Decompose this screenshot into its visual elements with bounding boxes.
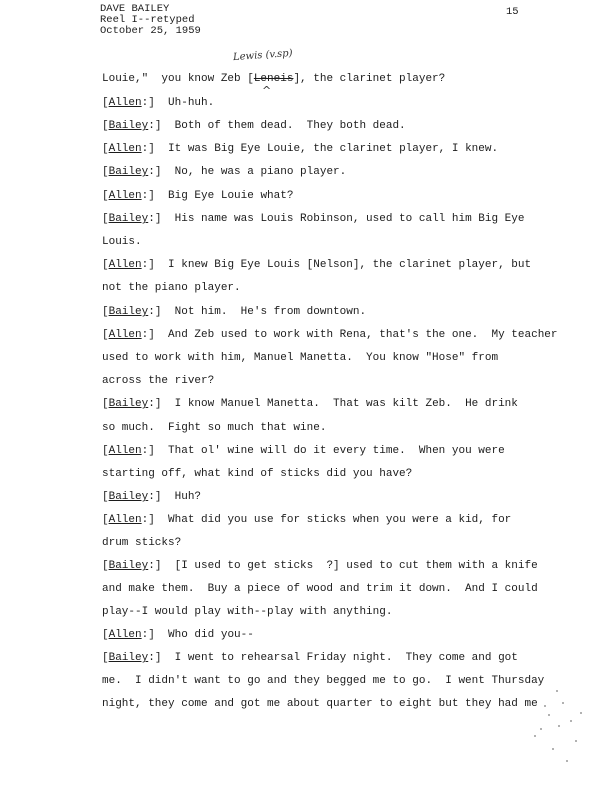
speaker-label: Allen [108, 629, 142, 641]
speaker-label: Allen [108, 514, 142, 526]
line-text: I knew Big Eye Louis [Nelson], the clarinet player, but [168, 259, 532, 271]
speaker-label: Bailey [108, 491, 149, 503]
line-text: not the piano player. [102, 282, 241, 294]
line-text: so much. Fight so much that wine. [102, 422, 327, 434]
header-reel: Reel I--retyped [100, 14, 195, 26]
scan-speck [562, 702, 564, 704]
transcript-line [102, 675, 544, 687]
scan-speck [570, 720, 572, 722]
line-text: ], the clarinet player? [293, 73, 446, 85]
line-text: me. I didn't want to go and they begged me to go. I went Thursday [102, 675, 545, 687]
speaker-label: Bailey [108, 398, 149, 410]
speaker-label: Bailey [108, 120, 149, 132]
transcript-line [102, 282, 241, 294]
page-header [100, 4, 201, 37]
transcript-line: [Bailey:] [I used to get sticks ?] used to cut them with a knife [102, 560, 538, 572]
scan-speck [540, 728, 542, 730]
speaker-label: Bailey [108, 306, 149, 318]
speaker-label: Allen [108, 259, 142, 271]
transcript-line: [Allen:] Big Eye Louie what? [102, 190, 294, 202]
line-text: Louis. [102, 236, 142, 248]
line-text: And Zeb used to work with Rena, that's the one. My teacher [168, 329, 558, 341]
scan-speck [552, 748, 554, 750]
transcript-line: [Allen:] It was Big Eye Louie, the clarinet player, I knew. [102, 143, 499, 155]
header-name: DAVE BAILEY [100, 3, 170, 15]
speaker-label: Allen [108, 97, 142, 109]
line-text: It was Big Eye Louie, the clarinet player, I knew. [168, 143, 499, 155]
transcript-line: [Allen:] Uh-huh. [102, 97, 215, 109]
line-text: His name was Louis Robinson, used to call him Big Eye [174, 213, 525, 225]
line-text: Uh-huh. [168, 97, 215, 109]
transcript-line [102, 422, 326, 434]
transcript-line: [Allen:] Who did you-- [102, 629, 254, 641]
line-text: Huh? [174, 491, 202, 503]
scan-speck [534, 735, 536, 737]
transcript-line [102, 352, 498, 364]
line-text: drum sticks? [102, 537, 182, 549]
line-text: and make them. Buy a piece of wood and trim it down. And I could [102, 583, 538, 595]
line-text: That ol' wine will do it every time. When you were [168, 445, 505, 457]
line-text: starting off, what kind of sticks did you have? [102, 468, 413, 480]
speaker-label: Bailey [108, 652, 149, 664]
line-text: across the river? [102, 375, 215, 387]
line-text: Not him. He's from downtown. [174, 306, 367, 318]
line-text: night, they come and got me about quarter to eight but they had me [102, 698, 538, 710]
line-text: play--I would play with--play with anything. [102, 606, 393, 618]
line-text: I went to rehearsal Friday night. They come and got [174, 652, 518, 664]
line-text: Big Eye Louie what? [168, 190, 294, 202]
scan-speck [580, 712, 582, 714]
page-number: 15 [506, 6, 519, 18]
transcript-line [102, 583, 538, 595]
transcript-line [102, 468, 412, 480]
transcript-line [102, 537, 181, 549]
transcript-line: [Allen:] What did you use for sticks when you were a kid, for [102, 514, 512, 526]
speaker-label: Allen [108, 329, 142, 341]
line-text: What did you use for sticks when you were a kid, for [168, 514, 512, 526]
handwritten-annotation: Lewis (v.sp) [232, 47, 293, 64]
transcript-line: [Bailey:] His name was Louis Robinson, used to call him Big Eye [102, 213, 525, 225]
transcript-line: [Bailey:] I know Manuel Manetta. That was kilt Zeb. He drink [102, 398, 518, 410]
transcript-line: [Allen:] I knew Big Eye Louis [Nelson], the clarinet player, but [102, 259, 532, 271]
transcript-line [102, 698, 538, 710]
line-text: Who did you-- [168, 629, 254, 641]
scan-speck [558, 725, 560, 727]
scan-speck [548, 714, 550, 716]
line-text: used to work with him, Manuel Manetta. You know "Hose" from [102, 352, 499, 364]
insertion-caret: ^ [262, 84, 272, 97]
scan-speck [556, 690, 558, 692]
line-text: I know Manuel Manetta. That was kilt Zeb. He drink [174, 398, 518, 410]
header-date: October 25, 1959 [100, 25, 201, 37]
transcript-line: [Bailey:] Both of them dead. They both dead. [102, 120, 406, 132]
speaker-label: Allen [108, 190, 142, 202]
line-text: [I used to get sticks ?] used to cut them with a knife [174, 560, 538, 572]
line-text: No, he was a piano player. [174, 166, 347, 178]
scan-speck [575, 740, 577, 742]
transcript-line: [Allen:] And Zeb used to work with Rena, that's the one. My teacher [102, 329, 558, 341]
line-text: Louie," you know Zeb [ [102, 73, 254, 85]
scan-speck [544, 705, 546, 707]
speaker-label: Bailey [108, 166, 149, 178]
transcript-line: [Allen:] That ol' wine will do it every time. When you were [102, 445, 505, 457]
struck-text: Leneis [253, 73, 294, 85]
speaker-label: Bailey [108, 213, 149, 225]
transcript-line: [Bailey:] Not him. He's from downtown. [102, 306, 367, 318]
scan-speck [566, 760, 568, 762]
transcript-line [102, 606, 392, 618]
transcript-line: [Bailey:] I went to rehearsal Friday night. They come and got [102, 652, 518, 664]
speaker-label: Allen [108, 143, 142, 155]
transcript-line [102, 73, 445, 85]
speaker-label: Allen [108, 445, 142, 457]
transcript-line: [Bailey:] No, he was a piano player. [102, 166, 347, 178]
line-text: Both of them dead. They both dead. [174, 120, 406, 132]
transcript-line [102, 375, 214, 387]
transcript-line [102, 236, 142, 248]
speaker-label: Bailey [108, 560, 149, 572]
transcript-line: [Bailey:] Huh? [102, 491, 202, 503]
